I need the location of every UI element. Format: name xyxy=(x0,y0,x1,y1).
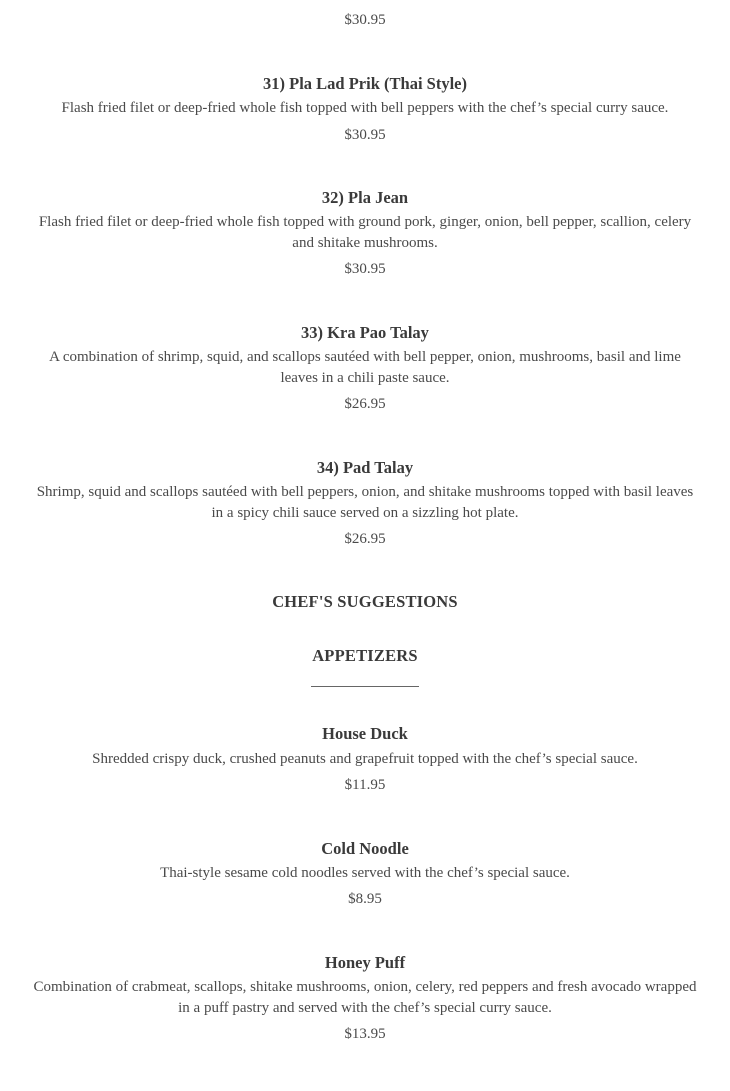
item-price: $30.95 xyxy=(344,127,386,143)
item-description: A combination of shrimp, squid, and scallops sautéed with bell pepper, onion, mushrooms, basil and lime leaves in a chili paste sauce. xyxy=(49,349,681,386)
cutoff-top-heading xyxy=(340,0,390,2)
item-description: Shrimp, squid and scallops sautéed with bell peppers, onion, and shitake mushrooms topped with basil leaves in a spicy chili sauce served on a sizzling hot plate. xyxy=(36,484,694,521)
item-title: 32) Pla Jean xyxy=(321,188,409,207)
item-price: $11.95 xyxy=(344,777,386,793)
item-title: Honey Puff xyxy=(324,953,406,972)
section-divider xyxy=(311,686,419,687)
item-price: $30.95 xyxy=(344,261,386,277)
item-price: $26.95 xyxy=(344,396,386,412)
item-description: Thai-style sesame cold noodles served with the chef’s special sauce. xyxy=(160,865,570,881)
item-title: Cold Noodle xyxy=(321,839,409,858)
item-price: $26.95 xyxy=(344,531,386,547)
item-description: Flash fried filet or deep-fried whole fish topped with bell peppers with the chef’s special curry sauce. xyxy=(61,100,669,116)
item-price: $8.95 xyxy=(348,891,382,907)
section-heading: CHEF'S SUGGESTIONS xyxy=(272,592,458,611)
item-description: Combination of crabmeat, scallops, shitake mushrooms, onion, celery, red peppers and fresh avocado wrapped in a puff pastry and served with the chef’s special curry sauce. xyxy=(33,979,697,1016)
item-description: Shredded crispy duck, crushed peanuts and grapefruit topped with the chef’s special sauce. xyxy=(92,751,638,767)
section-subheading: APPETIZERS xyxy=(312,646,418,665)
item-title: House Duck xyxy=(322,724,408,743)
item-title: 34) Pad Talay xyxy=(316,458,414,477)
item-price: $13.95 xyxy=(344,1026,386,1042)
item-description: Flash fried filet or deep-fried whole fish topped with ground pork, ginger, onion, bell pepper, scallion, celery and shitake mushrooms. xyxy=(38,214,692,251)
item-price: $30.95 xyxy=(344,12,386,28)
item-title: 33) Kra Pao Talay xyxy=(301,323,429,342)
cutoff-bottom-heading xyxy=(290,1084,440,1091)
item-title: 31) Pla Lad Prik (Thai Style) xyxy=(263,74,467,93)
